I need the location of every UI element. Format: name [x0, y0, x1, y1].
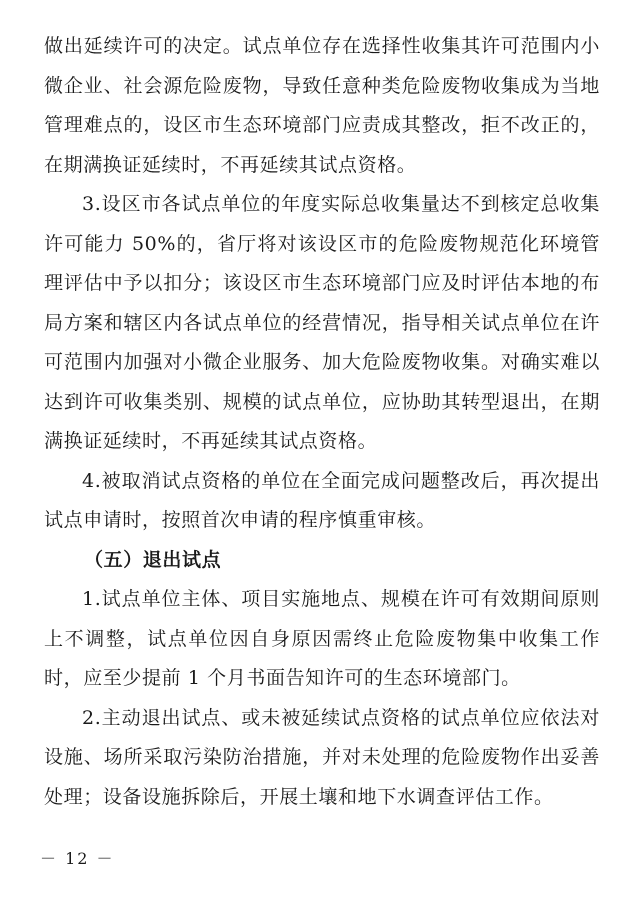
section-heading: （五）退出试点 — [84, 548, 222, 571]
paragraph-item-4: 4.被取消试点资格的单位在全面完成问题整改后，再次提出试点申请时，按照首次申请的程序慎重审核。 — [44, 469, 600, 531]
paragraph-continuation: 做出延续许可的决定。试点单位存在选择性收集其许可范围内小微企业、社会源危险废物，导致任意种类危险废物收集成为当地管理难点的，设区市生态环境部门应责成其整改，拒不改正的，在期满换证延续时，不再延续其试点资格。 — [44, 35, 600, 176]
document-body — [44, 27, 600, 817]
page-number: － 12 － — [40, 849, 115, 868]
paragraph-exit-item-2: 2.主动退出试点、或未被延续试点资格的试点单位应依法对设施、场所采取污染防治措施，并对未处理的危险废物作出妥善处理；设备设施拆除后，开展土壤和地下水调查评估工作。 — [44, 706, 600, 808]
paragraph-item-3: 3.设区市各试点单位的年度实际总收集量达不到核定总收集许可能力 50%的，省厅将对该设区市的危险废物规范化环境管理评估中予以扣分；该设区市生态环境部门应及时评估本地的布局方案和辖区内各试点单位的经营情况，指导相关试点单位在许可范围内加强对小微企业服务、加大危险废物收集。对确实难以达到许可收集类别、规模的试点单位，应协助其转型退出，在期满换证延续时，不再延续其试点资格。 — [44, 193, 600, 452]
paragraph-exit-item-1: 1.试点单位主体、项目实施地点、规模在许可有效期间原则上不调整，试点单位因自身原因需终止危险废物集中收集工作时，应至少提前 1 个月书面告知许可的生态环境部门。 — [44, 588, 600, 689]
